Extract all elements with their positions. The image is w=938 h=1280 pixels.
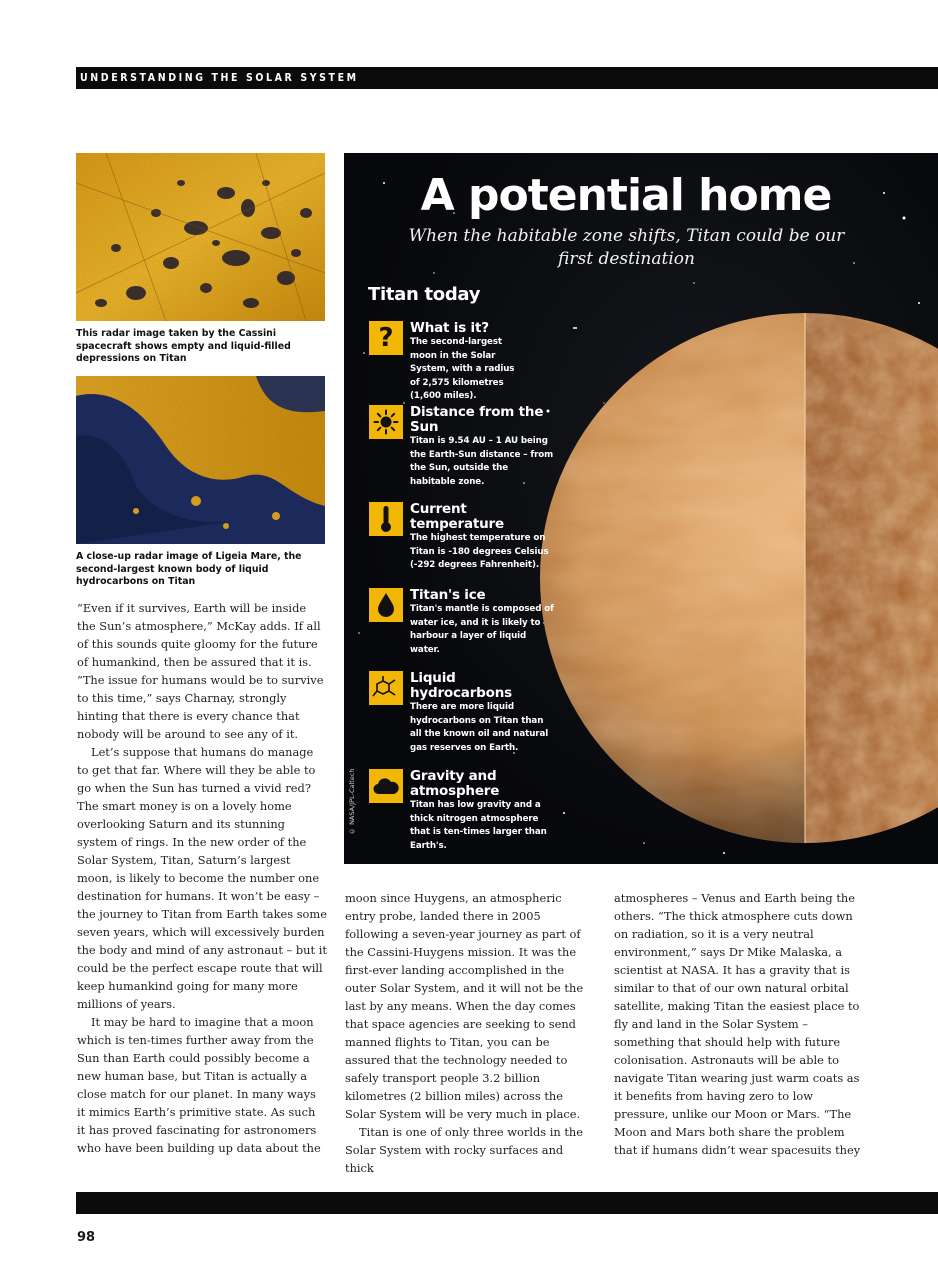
figure-caption: This radar image taken by the Cassini spacecraft shows empty and liquid-filled depressions on Titan bbox=[76, 328, 291, 364]
paragraph: moon since Huygens, an atmospheric entry probe, landed there in 2005 following a seven-year journey as part of the Cassini-Huygens mission. It was the first-ever landing accomplished in the outer Solar System, and it will not be the last by any means. When the day comes that space agencies are seeking to send manned flights to Titan, you can be assured that the technology needed to safely transport people 3.2 billion kilometres (2 billion miles) across the Solar System will be very much in place. bbox=[345, 891, 584, 1121]
section-label: UNDERSTANDING THE SOLAR SYSTEM bbox=[80, 72, 359, 84]
paragraph: It may be hard to imagine that a moon which is ten-times further away from the Sun than Earth could possibly become a new human base, but Titan is actually a close match for our planet. In many ways it mimics Earth’s primitive state. As such it has proved fascinating for astronomers who have been building up data about the bbox=[77, 1015, 321, 1155]
fact-text: The second-largest moon in the Solar System, with a radius of 2,575 kilometres (1,600 miles). bbox=[410, 337, 515, 402]
paragraph: Titan is one of only three worlds in the Solar System with rocky surfaces and thick bbox=[345, 1125, 583, 1175]
molecule-icon bbox=[369, 671, 403, 705]
fact-what-is-it bbox=[369, 321, 554, 404]
fact-text: The highest temperature on Titan is -180 degrees Celsius (-292 degrees Fahrenheit). bbox=[410, 533, 549, 571]
body-column-1 bbox=[77, 599, 327, 1157]
body-column-2 bbox=[345, 889, 595, 1177]
water-drop-icon bbox=[369, 588, 403, 622]
thermometer-icon bbox=[369, 502, 403, 536]
paragraph: atmospheres – Venus and Earth being the others. “The thick atmosphere cuts down on radiation, so it is a very neutral environment,” says Dr Mike Malaska, a scientist at NASA. It has a gravity that is similar to that of our own natural orbital satellite, making Titan the easiest place to fly and land in the Solar System – something that should help with future colonisation. Astronauts will be able to navigate Titan wearing just warm coats as it benefits from having zero to low pressure, unlike our Moon or Mars. “The Moon and Mars both share the problem that if humans didn’t wear spacesuits they bbox=[614, 891, 861, 1157]
fact-heading: Titan's ice bbox=[410, 587, 486, 603]
cloud-icon bbox=[369, 769, 403, 803]
paragraph: Let’s suppose that humans do manage to get that far. Where will they be able to go when the Sun has turned a vivid red? The smart money is on a lovely home overlooking Saturn and its stunning system of rings. In the new order of the Solar System, Titan, Saturn’s largest moon, is likely to become the number one destination for humans. It won’t be easy – the journey to Titan from Earth takes some seven years, which will excessively burden the body and mind of any astronaut – but it could be the perfect escape route that will keep humankind going for many more millions of years. bbox=[77, 745, 327, 1011]
titan-radar-lakes-image bbox=[76, 153, 325, 321]
fact-temperature bbox=[369, 502, 554, 573]
fact-text: There are more liquid hydrocarbons on Titan than all the known oil and natural gas reserves on Earth. bbox=[410, 702, 549, 753]
fact-distance bbox=[369, 405, 554, 489]
fact-text: Titan's mantle is composed of water ice, and it is likely to harbour a layer of liquid water. bbox=[410, 604, 554, 655]
fact-heading: Distance from the Sun bbox=[410, 404, 544, 435]
fact-text: Titan is 9.54 AU – 1 AU being the Earth-Sun distance – from the Sun, outside the habitable zone. bbox=[410, 436, 554, 487]
fact-heading: Gravity and atmosphere bbox=[410, 768, 500, 799]
section-heading: Titan today bbox=[368, 284, 481, 305]
fact-hydrocarbons bbox=[369, 671, 554, 755]
infographic-title: A potential home bbox=[420, 170, 832, 221]
photo-credit: © NASA/JPL-Caltech bbox=[348, 768, 356, 835]
fact-text: Titan has low gravity and a thick nitrogen atmosphere that is ten-times larger than Earth's. bbox=[410, 800, 547, 851]
figure-caption: A close-up radar image of Ligeia Mare, the second-largest known body of liquid hydrocarbons on Titan bbox=[76, 551, 302, 587]
titan-infographic bbox=[344, 153, 938, 864]
fact-gravity bbox=[369, 769, 554, 853]
body-column-3 bbox=[614, 889, 864, 1159]
page-number: 98 bbox=[77, 1230, 96, 1245]
fact-heading: Current temperature bbox=[410, 501, 504, 532]
fact-heading: Liquid hydrocarbons bbox=[410, 670, 512, 701]
paragraph: “Even if it survives, Earth will be inside the Sun’s atmosphere,” McKay adds. If all of this sounds quite gloomy for the future of humankind, then be assured that it is. “The issue for humans would be to survive to this time,” says Charnay, strongly hinting that there is every chance that nobody will be around to see any of it. bbox=[77, 601, 324, 741]
ligeia-mare-radar-image bbox=[76, 376, 325, 544]
header-bar bbox=[76, 67, 938, 89]
infographic-subtitle: When the habitable zone shifts, Titan could be our first destination bbox=[408, 226, 845, 269]
fact-ice bbox=[369, 588, 554, 657]
footer-bar bbox=[76, 1192, 938, 1214]
question-mark-icon: ? bbox=[369, 321, 403, 355]
fact-heading: What is it? bbox=[410, 320, 489, 336]
sun-icon bbox=[369, 405, 403, 439]
